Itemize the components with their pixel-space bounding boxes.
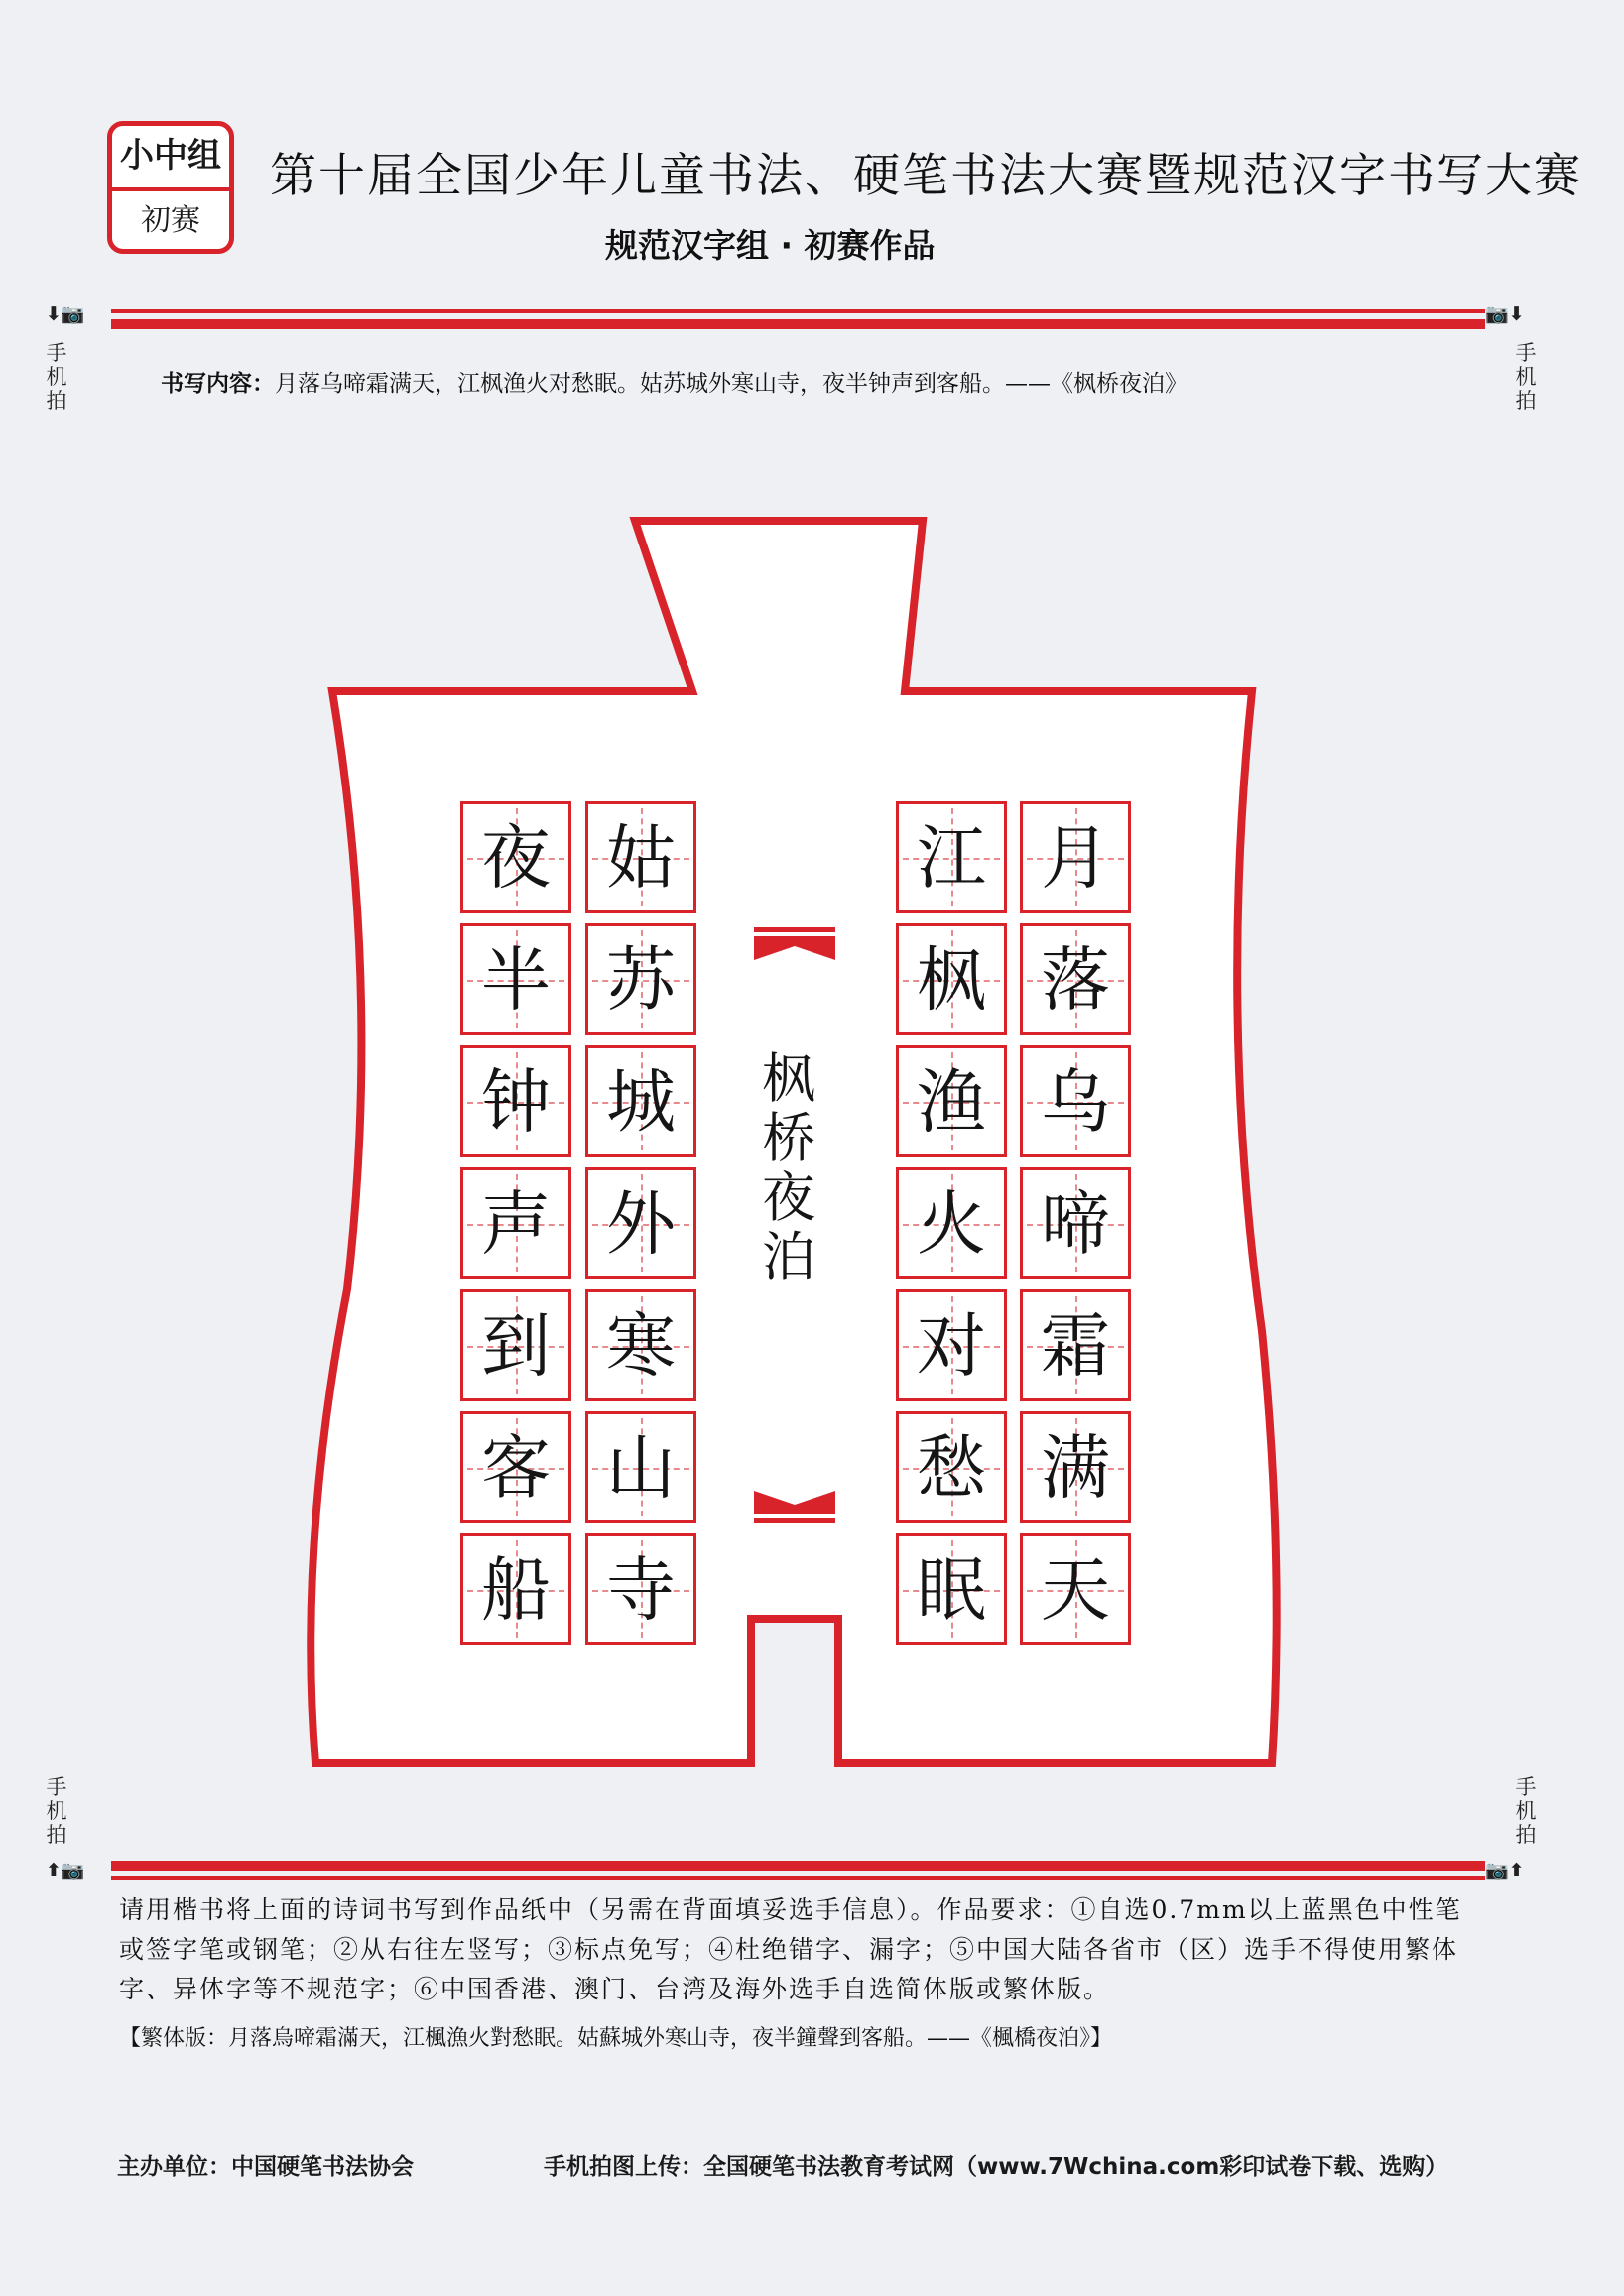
poem-title-char: 泊 (762, 1226, 815, 1288)
camera-marker-bottom-left: ⬆📷 (46, 1860, 85, 1881)
grid-character: 外 (606, 1183, 676, 1265)
poem-title-char: 枫 (762, 1047, 815, 1110)
writing-content-label: 书写内容： (161, 371, 275, 397)
grid-character: 天 (1041, 1549, 1110, 1631)
page-subtitle: 规范汉字组 · 初赛作品 (605, 226, 936, 265)
camera-marker-top-right: 📷⬇ (1485, 303, 1525, 325)
grid-character: 满 (1041, 1427, 1110, 1509)
grid-character: 江 (917, 817, 986, 899)
grid-character: 苏 (606, 939, 676, 1021)
grid-cell (585, 1533, 696, 1645)
grid-cell (1020, 1045, 1131, 1157)
grid-cell (896, 1045, 1007, 1157)
grid-cell (896, 923, 1007, 1035)
grid-cell (460, 1289, 571, 1401)
grid-cell (460, 1411, 571, 1523)
grid-character: 寒 (606, 1305, 676, 1387)
grid-character: 到 (481, 1305, 551, 1387)
page-title: 第十届全国少年儿童书法、硬笔书法大赛暨规范汉字书写大赛 (270, 149, 1582, 203)
grid-character: 山 (606, 1427, 676, 1509)
camera-marker-bottom-right: 📷⬆ (1485, 1860, 1525, 1881)
grid-cell (585, 1411, 696, 1523)
phone-label-top-left: 手 机 拍 (46, 341, 67, 413)
grid-character: 渔 (917, 1061, 986, 1143)
grid-character: 月 (1041, 817, 1110, 899)
grid-cell (896, 1167, 1007, 1279)
grid-character: 火 (917, 1183, 986, 1265)
grid-cell (896, 801, 1007, 913)
grid-cell (460, 1045, 571, 1157)
grid-character: 啼 (1041, 1183, 1110, 1265)
footer-rule (111, 1861, 1485, 1880)
grid-cell (1020, 923, 1131, 1035)
grid-character: 城 (606, 1061, 676, 1143)
grid-cell (585, 801, 696, 913)
grid-cell (585, 1167, 696, 1279)
grid-cell (1020, 1167, 1131, 1279)
grid-character: 船 (481, 1549, 551, 1631)
grid-cell (1020, 1411, 1131, 1523)
grid-character: 眠 (917, 1549, 986, 1631)
grid-character: 对 (917, 1305, 986, 1387)
grid-cell (1020, 1289, 1131, 1401)
grid-character: 客 (481, 1427, 551, 1509)
grid-cell (460, 801, 571, 913)
traditional-version: 【繁体版：月落烏啼霜滿天，江楓漁火對愁眠。姑蘇城外寒山寺，夜半鐘聲到客船。——《楓橋夜泊》】 (119, 2026, 1113, 2051)
grid-character: 枫 (917, 939, 986, 1021)
grid-cell (460, 923, 571, 1035)
grid-character: 半 (481, 939, 551, 1021)
grid-character: 寺 (606, 1549, 676, 1631)
grid-character: 姑 (606, 817, 676, 899)
grid-cell (1020, 1533, 1131, 1645)
group-label: 小中组 (112, 126, 229, 191)
grid-cell (585, 923, 696, 1035)
grid-cell (896, 1533, 1007, 1645)
grid-character: 霜 (1041, 1305, 1110, 1387)
poem-title-char: 夜 (762, 1166, 815, 1229)
grid-cell (1020, 801, 1131, 913)
grid-character: 钟 (481, 1061, 551, 1143)
round-label: 初赛 (141, 203, 200, 238)
grid-cell (896, 1411, 1007, 1523)
phone-label-bottom-right: 手 机 拍 (1515, 1775, 1537, 1847)
grid-cell (460, 1167, 571, 1279)
poem-title-char: 桥 (762, 1107, 815, 1169)
grid-character: 乌 (1041, 1061, 1110, 1143)
grid-cell (460, 1533, 571, 1645)
phone-label-top-right: 手 机 拍 (1515, 341, 1537, 413)
camera-marker-top-left: ⬇📷 (46, 303, 85, 325)
grid-character: 落 (1041, 939, 1110, 1021)
organizer-text: 主办单位：中国硬笔书法协会 (117, 2154, 414, 2180)
grid-cell (585, 1045, 696, 1157)
upload-text: 手机拍图上传：全国硬笔书法教育考试网（www.7Wchina.com彩印试卷下载、选购） (544, 2154, 1448, 2180)
instructions-text: 请用楷书将上面的诗词书写到作品纸中（另需在背面填妥选手信息）。作品要求：①自选0.7mm以上蓝黑色中性笔或签字笔或钢笔；②从右往左竖写；③标点免写；④杜绝错字、漏字；⑤中国大陆各省市（区）选手不得使用繁体字、异体字等不规范字；⑥中国香港、澳门、台湾及海外选手自选简体版或繁体版。 (119, 1895, 1462, 2003)
phone-label-bottom-left: 手 机 拍 (46, 1775, 67, 1847)
grid-character: 声 (481, 1183, 551, 1265)
grid-character: 愁 (917, 1427, 986, 1509)
grid-cell (585, 1289, 696, 1401)
grid-cell (896, 1289, 1007, 1401)
writing-content-text: 月落乌啼霜满天，江枫渔火对愁眠。姑苏城外寒山寺，夜半钟声到客船。——《枫桥夜泊》 (275, 371, 1187, 397)
grid-character: 夜 (481, 817, 551, 899)
